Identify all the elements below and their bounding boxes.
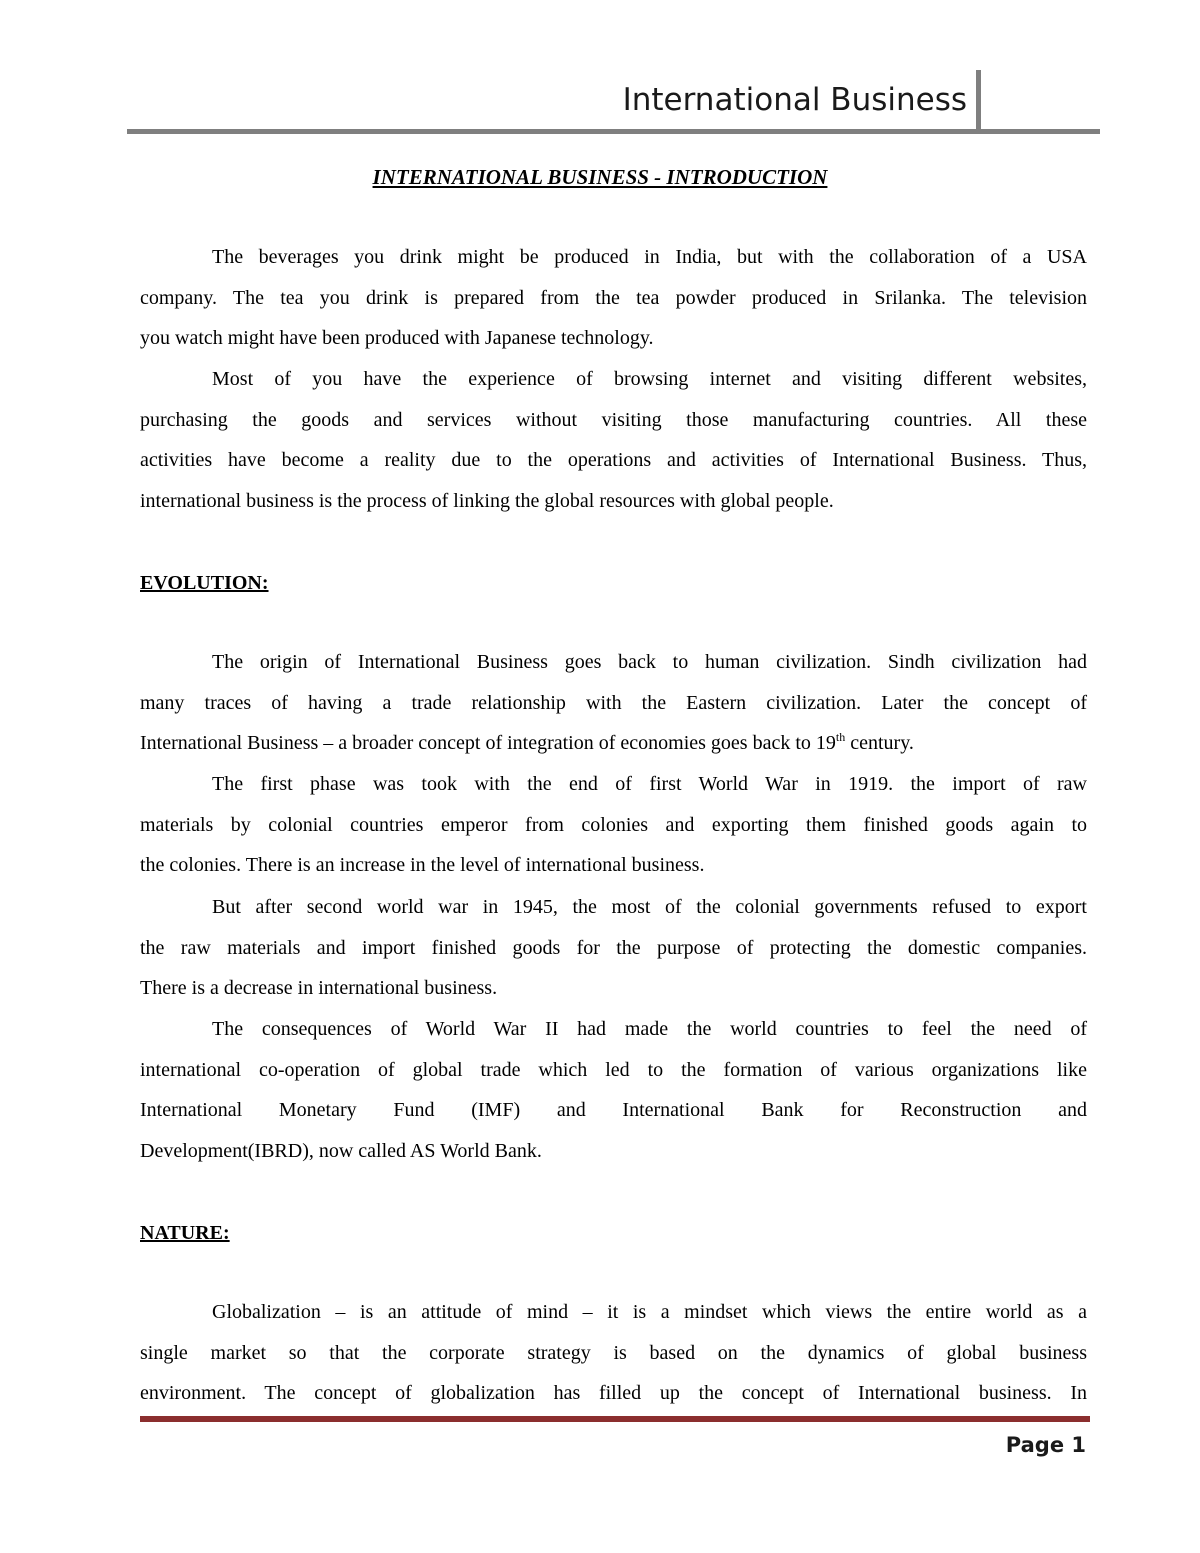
- page-number: Page 1: [1005, 1433, 1086, 1457]
- paragraph-line: activities have become a reality due to the operations and activities of International Business. Thus,: [140, 449, 1087, 471]
- paragraph-line: environment. The concept of globalization has filled up the concept of International business. In: [140, 1382, 1087, 1404]
- paragraph-line: the raw materials and import finished goods for the purpose of protecting the domestic companies.: [140, 936, 1087, 959]
- nature-paragraph-1: [140, 1292, 1087, 1414]
- evolution-paragraph-4: [140, 1009, 1087, 1171]
- section-heading-evolution: EVOLUTION:: [140, 572, 269, 594]
- footer-rule: [140, 1416, 1090, 1422]
- evolution-paragraph-1: [140, 642, 1087, 764]
- header-vertical-rule: [976, 70, 981, 132]
- paragraph-line: international co-operation of global trade which led to the formation of various organizations like: [140, 1058, 1087, 1081]
- evolution-paragraph-3: [140, 887, 1087, 1009]
- paragraph-line: the colonies. There is an increase in the level of international business.: [140, 854, 705, 876]
- paragraph-line: But after second world war in 1945, the most of the colonial governments refused to export: [212, 896, 1087, 918]
- line-text: century.: [845, 732, 914, 754]
- evolution-paragraph-2: [140, 764, 1087, 886]
- paragraph-line: single market so that the corporate strategy is based on the dynamics of global business: [140, 1341, 1087, 1364]
- ordinal-superscript: th: [835, 730, 846, 744]
- paragraph-line: There is a decrease in international business.: [140, 977, 498, 999]
- paragraph-line: The first phase was took with the end of first World War in 1919. the import of raw: [212, 773, 1087, 795]
- paragraph-line: Development(IBRD), now called AS World Bank.: [140, 1139, 542, 1162]
- paragraph-line: Most of you have the experience of browsing internet and visiting different websites,: [212, 368, 1087, 390]
- paragraph-line: you watch might have been produced with Japanese technology.: [140, 327, 654, 349]
- header-horizontal-rule: [127, 129, 1100, 134]
- document-title: INTERNATIONAL BUSINESS - INTRODUCTION: [372, 165, 828, 189]
- paragraph-line: The beverages you drink might be produced in India, but with the collaboration of a USA: [212, 246, 1087, 268]
- paragraph-line: international business is the process of linking the global resources with global people.: [140, 489, 834, 512]
- intro-paragraph-2: [140, 359, 1087, 521]
- line-text: International Business – a broader concept of integration of economies goes back to 19: [140, 732, 836, 754]
- paragraph-line: Globalization – is an attitude of mind – it is a mindset which views the entire world as a: [212, 1301, 1087, 1323]
- running-header-title: International Business: [622, 82, 967, 118]
- intro-paragraph-1: [140, 237, 1087, 359]
- paragraph-line: The origin of International Business goes back to human civilization. Sindh civilization had: [212, 651, 1087, 673]
- section-heading-nature: NATURE:: [140, 1222, 230, 1244]
- paragraph-line: many traces of having a trade relationship with the Eastern civilization. Later the concept of: [140, 691, 1087, 714]
- paragraph-line: The consequences of World War II had made the world countries to feel the need of: [212, 1018, 1087, 1040]
- paragraph-line: materials by colonial countries emperor from colonies and exporting them finished goods again to: [140, 813, 1087, 836]
- paragraph-line: [140, 723, 1087, 764]
- paragraph-line: company. The tea you drink is prepared from the tea powder produced in Srilanka. The television: [140, 286, 1087, 309]
- paragraph-line: International Monetary Fund (IMF) and International Bank for Reconstruction and: [140, 1099, 1087, 1121]
- paragraph-line: purchasing the goods and services without visiting those manufacturing countries. All these: [140, 408, 1087, 431]
